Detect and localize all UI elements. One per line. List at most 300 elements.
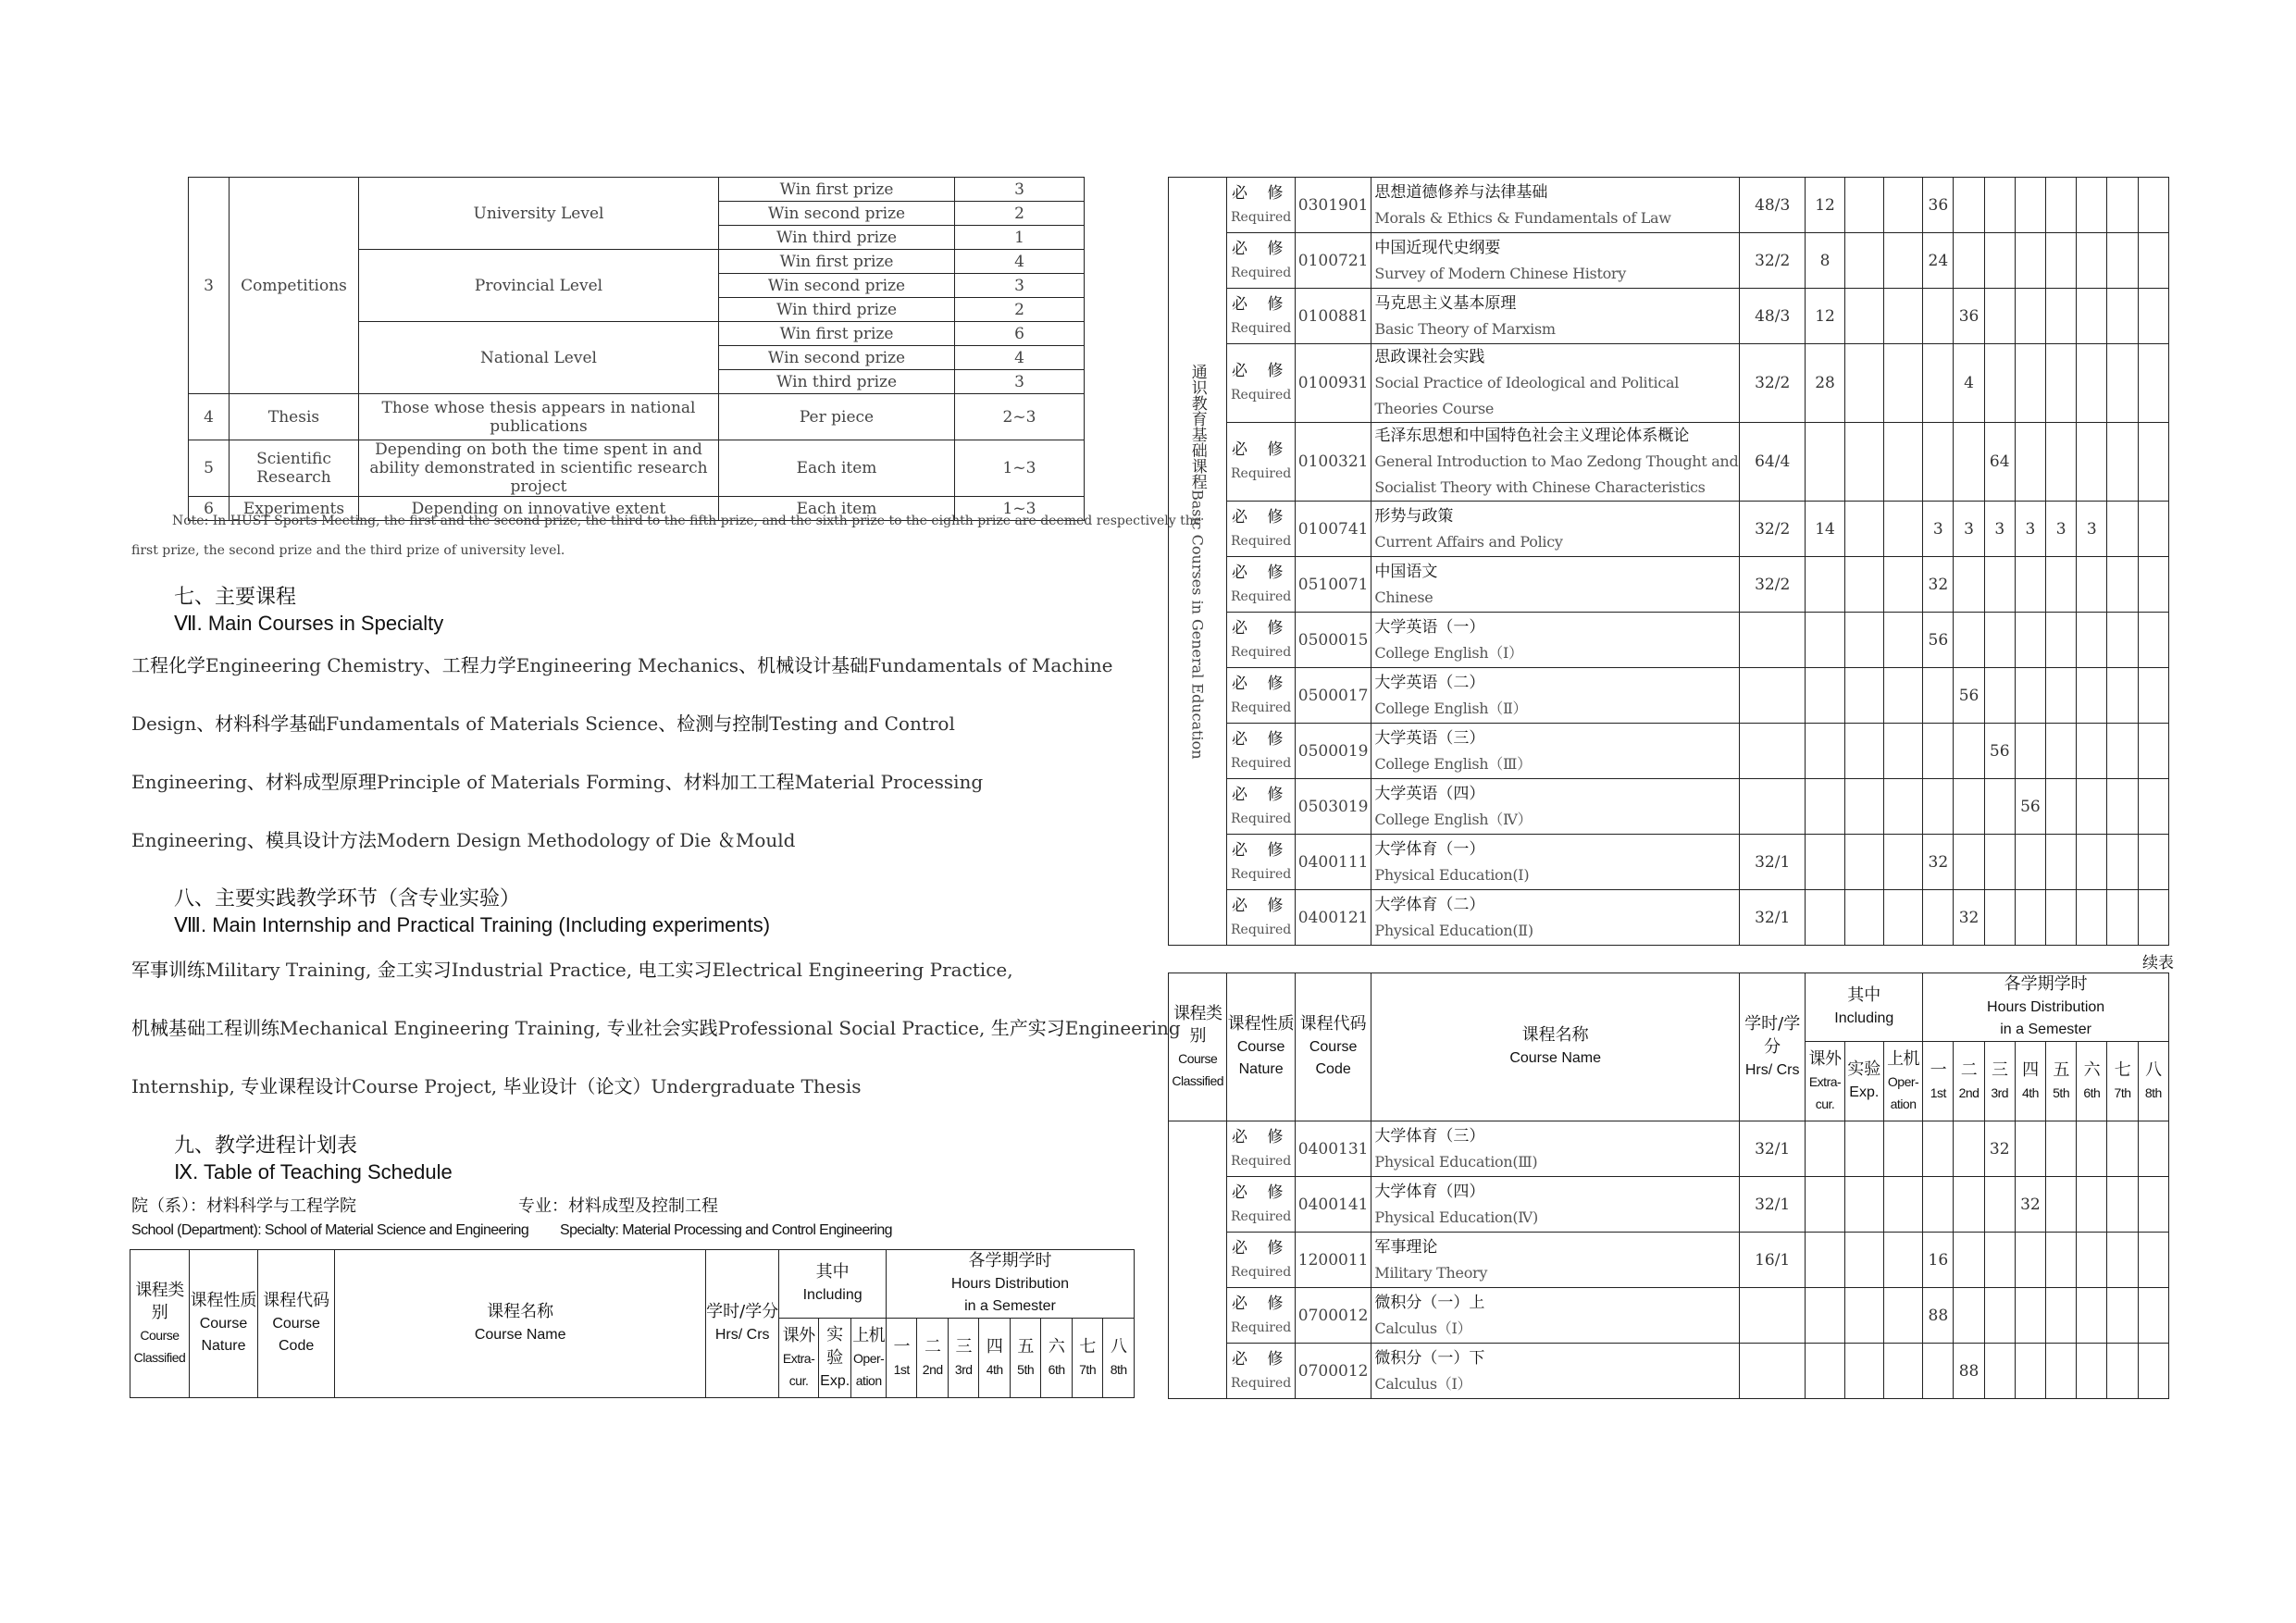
- course-code: 0700012: [1295, 1344, 1371, 1399]
- award-score: 2: [955, 298, 1085, 322]
- header-category: 课程类别 Course Classified: [1169, 973, 1227, 1121]
- course-oper: [1883, 1344, 1922, 1399]
- text-segment: Material Processing: [794, 771, 984, 793]
- paragraph-line: [131, 1015, 1181, 1073]
- course-semester-hours: [2138, 779, 2168, 835]
- course-semester-hours: [2077, 890, 2107, 946]
- course-oper: [1883, 835, 1922, 890]
- course-semester-hours: [2015, 344, 2045, 423]
- course-semester-hours: [2015, 423, 2045, 502]
- header-name: 课程名称 Course Name: [1371, 973, 1740, 1121]
- course-semester-hours: [2046, 178, 2077, 233]
- course-nature: 必 修 Required: [1227, 1177, 1295, 1233]
- text-segment: 生产实习: [990, 1017, 1065, 1039]
- award-unit: Per piece: [719, 394, 955, 440]
- text-segment: ＆: [716, 829, 736, 851]
- course-semester-hours: [2015, 1344, 2045, 1399]
- course-semester-hours: 4: [1954, 344, 1984, 423]
- course-exp: [1844, 1288, 1883, 1344]
- course-row: [1169, 1233, 2169, 1288]
- course-semester-hours: [1954, 724, 1984, 779]
- course-semester-hours: [1984, 1233, 2015, 1288]
- course-semester-hours: 3: [2046, 502, 2077, 557]
- course-semester-hours: [2138, 724, 2168, 779]
- header-semester: 五 5th: [2046, 1042, 2077, 1121]
- course-code: 0500015: [1295, 613, 1371, 668]
- course-semester-hours: [2077, 724, 2107, 779]
- course-semester-hours: [2138, 613, 2168, 668]
- course-nature: 必 修 Required: [1227, 779, 1295, 835]
- awards-note-line-1: Note: In HUST Sports Meeting, the first and the second prize, the third to the fifth prize, and the sixth prize to the eighth prize are deemed respectively the: [172, 514, 1202, 528]
- header-nature: 课程性质 Course Nature: [189, 1250, 257, 1398]
- header-semester: 八 8th: [1103, 1319, 1135, 1398]
- text-segment: 机械基础工程训练: [131, 1017, 279, 1039]
- header-semester: 七 7th: [1072, 1319, 1102, 1398]
- course-hours: [1739, 1288, 1805, 1344]
- course-name: 大学体育（三） Physical Education(Ⅲ): [1371, 1121, 1740, 1177]
- course-semester-hours: [1984, 613, 2015, 668]
- award-prize: Win first prize: [719, 250, 955, 274]
- award-no: 3: [189, 178, 230, 394]
- section-9-title-cn: 九、教学进程计划表: [174, 1134, 358, 1158]
- course-oper: [1883, 178, 1922, 233]
- text-segment: Engineering Chemistry: [205, 654, 424, 676]
- course-semester-hours: [1923, 423, 1954, 502]
- course-extra: [1806, 835, 1844, 890]
- text-segment: Modern Design Methodology of Die: [376, 829, 717, 851]
- award-score: 4: [955, 346, 1085, 370]
- award-no: 5: [189, 440, 230, 497]
- course-semester-hours: [2015, 613, 2045, 668]
- award-score: 1: [955, 226, 1085, 250]
- course-semester-hours: [2138, 1288, 2168, 1344]
- course-semester-hours: [2107, 613, 2138, 668]
- header-exp: 实验 Exp.: [818, 1319, 851, 1398]
- text-segment: 、材料加工工程: [664, 771, 795, 793]
- course-semester-hours: 32: [1923, 557, 1954, 613]
- course-name: 中国语文 Chinese: [1371, 557, 1740, 613]
- course-semester-hours: [2077, 344, 2107, 423]
- course-row: [1169, 344, 2169, 423]
- course-semester-hours: [1984, 779, 2015, 835]
- course-code: 0500017: [1295, 668, 1371, 724]
- course-oper: [1883, 423, 1922, 502]
- course-code: 0510071: [1295, 557, 1371, 613]
- course-semester-hours: [2046, 344, 2077, 423]
- course-name: 大学英语（三） College English（Ⅲ）: [1371, 724, 1740, 779]
- award-prize: Win first prize: [719, 178, 955, 202]
- text-segment: Mechanical Engineering Training,: [279, 1017, 607, 1039]
- award-prize: Win third prize: [719, 226, 955, 250]
- course-semester-hours: [2015, 557, 2045, 613]
- course-semester-hours: [2138, 178, 2168, 233]
- course-row: [1169, 557, 2169, 613]
- department-en: School (Department): School of Material Science and Engineering: [131, 1222, 529, 1238]
- course-semester-hours: [1984, 289, 2015, 344]
- award-score: 3: [955, 370, 1085, 394]
- course-semester-hours: [2107, 1344, 2138, 1399]
- specialty-cn: 专业：材料成型及控制工程: [518, 1196, 718, 1216]
- text-segment: Fundamentals of Materials Science: [326, 712, 659, 735]
- course-oper: [1883, 668, 1922, 724]
- course-semester-hours: 16: [1923, 1233, 1954, 1288]
- course-semester-hours: [1923, 668, 1954, 724]
- course-semester-hours: [2015, 835, 2045, 890]
- award-level: National Level: [359, 322, 719, 394]
- award-level: Provincial Level: [359, 250, 719, 322]
- awards-table: [188, 177, 1085, 521]
- course-semester-hours: [1954, 233, 1984, 289]
- award-prize: Win third prize: [719, 370, 955, 394]
- course-hours: [1739, 1344, 1805, 1399]
- course-semester-hours: 64: [1984, 423, 2015, 502]
- schedule-table-top: [1168, 177, 2169, 946]
- header-nature: 课程性质 Course Nature: [1227, 973, 1295, 1121]
- course-extra: [1806, 423, 1844, 502]
- course-semester-hours: [1984, 233, 2015, 289]
- awards-note-line-2: first prize, the second prize and the third prize of university level.: [131, 543, 565, 558]
- header-distribution: 各学期学时 Hours Distribution in a Semester: [1923, 973, 2169, 1042]
- course-exp: [1844, 835, 1883, 890]
- course-semester-hours: [2138, 233, 2168, 289]
- text-segment: 军事训练: [131, 959, 205, 981]
- course-extra: [1806, 668, 1844, 724]
- course-semester-hours: [1954, 178, 1984, 233]
- course-category: 通识教育基础课程Basic Courses in General Education: [1169, 178, 1227, 946]
- course-semester-hours: [2077, 1121, 2107, 1177]
- course-semester-hours: 36: [1923, 178, 1954, 233]
- course-semester-hours: 88: [1954, 1344, 1984, 1399]
- award-score: 1~3: [955, 497, 1085, 521]
- course-exp: [1844, 724, 1883, 779]
- course-semester-hours: [2077, 1344, 2107, 1399]
- text-segment: Mould: [735, 829, 796, 851]
- course-extra: [1806, 1177, 1844, 1233]
- course-semester-hours: [2077, 613, 2107, 668]
- course-semester-hours: [2107, 233, 2138, 289]
- course-semester-hours: [2107, 502, 2138, 557]
- course-semester-hours: [2138, 344, 2168, 423]
- section-8-title-cn: 八、主要实践教学环节（含专业实验）: [174, 887, 521, 911]
- course-exp: [1844, 1121, 1883, 1177]
- text-segment: Engineering: [1064, 1017, 1181, 1039]
- course-extra: 8: [1806, 233, 1844, 289]
- course-semester-hours: [1984, 890, 2015, 946]
- course-semester-hours: [2077, 178, 2107, 233]
- course-row: [1169, 178, 2169, 233]
- course-semester-hours: [2046, 423, 2077, 502]
- course-oper: [1883, 1233, 1922, 1288]
- course-semester-hours: [2138, 423, 2168, 502]
- text-segment: Engineering Mechanics: [515, 654, 739, 676]
- course-extra: [1806, 724, 1844, 779]
- section-7-course-list: [131, 652, 1113, 886]
- award-condition: Those whose thesis appears in national publications: [359, 394, 719, 440]
- text-segment: Course Project,: [352, 1075, 503, 1097]
- text-segment: 金工实习: [377, 959, 452, 981]
- course-semester-hours: [1923, 779, 1954, 835]
- course-semester-hours: [2138, 1121, 2168, 1177]
- course-name: 大学英语（一） College English（Ⅰ）: [1371, 613, 1740, 668]
- text-segment: Engineering: [131, 771, 247, 793]
- course-hours: [1739, 779, 1805, 835]
- course-exp: [1844, 423, 1883, 502]
- header-hrs: 学时/学分 Hrs/ Crs: [1739, 973, 1805, 1121]
- course-semester-hours: [1923, 1344, 1954, 1399]
- course-semester-hours: [2046, 233, 2077, 289]
- course-exp: [1844, 890, 1883, 946]
- course-name: 微积分（一）上 Calculus（Ⅰ）: [1371, 1288, 1740, 1344]
- course-semester-hours: [2046, 890, 2077, 946]
- course-exp: [1844, 289, 1883, 344]
- text-segment: 、检测与控制: [658, 712, 770, 735]
- header-semester: 七 7th: [2107, 1042, 2138, 1121]
- award-score: 6: [955, 322, 1085, 346]
- course-semester-hours: [2015, 668, 2045, 724]
- course-row: [1169, 233, 2169, 289]
- course-nature: 必 修 Required: [1227, 1121, 1295, 1177]
- header-oper: 上机 Oper-ation: [851, 1319, 887, 1398]
- course-semester-hours: [1984, 668, 2015, 724]
- course-semester-hours: [2046, 1288, 2077, 1344]
- course-extra: [1806, 613, 1844, 668]
- course-semester-hours: 24: [1923, 233, 1954, 289]
- course-semester-hours: 88: [1923, 1288, 1954, 1344]
- course-semester-hours: 36: [1954, 289, 1984, 344]
- award-unit: Each item: [719, 440, 955, 497]
- award-score: 4: [955, 250, 1085, 274]
- course-name: 大学体育（一） Physical Education(Ⅰ): [1371, 835, 1740, 890]
- course-semester-hours: [2107, 779, 2138, 835]
- course-row: [1169, 289, 2169, 344]
- course-extra: 14: [1806, 502, 1844, 557]
- paragraph-line: [131, 769, 1113, 827]
- course-semester-hours: [2077, 1177, 2107, 1233]
- course-semester-hours: [1954, 557, 1984, 613]
- course-semester-hours: [2015, 724, 2045, 779]
- course-oper: [1883, 1288, 1922, 1344]
- header-semester: 三 3rd: [1984, 1042, 2015, 1121]
- course-name: 大学英语（二） College English（Ⅱ）: [1371, 668, 1740, 724]
- award-score: 2: [955, 202, 1085, 226]
- course-semester-hours: [2107, 289, 2138, 344]
- course-semester-hours: [2138, 668, 2168, 724]
- course-exp: [1844, 178, 1883, 233]
- course-semester-hours: [2015, 890, 2045, 946]
- course-semester-hours: [1984, 344, 2015, 423]
- course-semester-hours: [2077, 557, 2107, 613]
- course-name: 毛泽东思想和中国特色社会主义理论体系概论 General Introduction to Mao Zedong Thought and Socialist Theory with Chinese Characteristics: [1371, 423, 1740, 502]
- course-semester-hours: [2077, 1233, 2107, 1288]
- section-7-title-cn: 七、主要课程: [174, 586, 297, 609]
- section-9-title-en: Ⅸ. Table of Teaching Schedule: [174, 1160, 453, 1183]
- course-hours: 32/2: [1739, 344, 1805, 423]
- course-oper: [1883, 1121, 1922, 1177]
- course-code: 0100741: [1295, 502, 1371, 557]
- course-semester-hours: [2107, 344, 2138, 423]
- paragraph-line: [131, 711, 1113, 769]
- course-semester-hours: [2107, 1121, 2138, 1177]
- course-semester-hours: 32: [2015, 1177, 2045, 1233]
- award-item: Competitions: [230, 178, 359, 394]
- course-semester-hours: [1984, 178, 2015, 233]
- course-extra: 12: [1806, 178, 1844, 233]
- course-nature: 必 修 Required: [1227, 613, 1295, 668]
- course-exp: [1844, 779, 1883, 835]
- text-segment: Principle of Materials Forming: [376, 771, 665, 793]
- course-nature: 必 修 Required: [1227, 423, 1295, 502]
- course-hours: 32/2: [1739, 502, 1805, 557]
- course-oper: [1883, 502, 1922, 557]
- course-semester-hours: [2046, 1233, 2077, 1288]
- course-row: [1169, 1288, 2169, 1344]
- course-semester-hours: [2015, 1121, 2045, 1177]
- text-segment: Military Training,: [205, 959, 378, 981]
- course-name: 大学英语（四） College English（Ⅳ）: [1371, 779, 1740, 835]
- text-segment: 、模具设计方法: [246, 829, 377, 851]
- schedule-table-bottom: [1168, 973, 2169, 1399]
- award-item: Thesis: [230, 394, 359, 440]
- course-semester-hours: [2046, 779, 2077, 835]
- course-semester-hours: [1954, 1177, 1984, 1233]
- header-semester: 一 1st: [1923, 1042, 1954, 1121]
- header-semester: 四 4th: [2015, 1042, 2045, 1121]
- course-semester-hours: [2015, 1288, 2045, 1344]
- text-segment: Undergraduate Thesis: [651, 1075, 862, 1097]
- course-semester-hours: [2077, 835, 2107, 890]
- header-extra: 课外 Extra-cur.: [1806, 1042, 1844, 1121]
- header-oper: 上机 Oper-ation: [1883, 1042, 1922, 1121]
- course-code: 0400141: [1295, 1177, 1371, 1233]
- award-prize: Win second prize: [719, 274, 955, 298]
- course-semester-hours: [2107, 724, 2138, 779]
- header-name: 课程名称 Course Name: [335, 1250, 706, 1398]
- course-exp: [1844, 1177, 1883, 1233]
- course-semester-hours: [1923, 1177, 1954, 1233]
- header-semester: 六 6th: [2077, 1042, 2107, 1121]
- header-code: 课程代码 Course Code: [1295, 973, 1371, 1121]
- course-code: 0500019: [1295, 724, 1371, 779]
- text-segment: Electrical Engineering Practice,: [712, 959, 1013, 981]
- course-semester-hours: 56: [1923, 613, 1954, 668]
- course-oper: [1883, 724, 1922, 779]
- course-semester-hours: [2107, 1177, 2138, 1233]
- course-semester-hours: [2046, 289, 2077, 344]
- course-semester-hours: 3: [2077, 502, 2107, 557]
- course-oper: [1883, 233, 1922, 289]
- course-semester-hours: 56: [1984, 724, 2015, 779]
- header-semester: 二 2nd: [917, 1319, 948, 1398]
- course-extra: [1806, 557, 1844, 613]
- course-name: 思想道德修养与法律基础 Morals & Ethics & Fundamentals of Law: [1371, 178, 1740, 233]
- course-extra: [1806, 1288, 1844, 1344]
- award-item: Experiments: [230, 497, 359, 521]
- course-row: [1169, 668, 2169, 724]
- course-semester-hours: [1954, 613, 1984, 668]
- header-semester: 三 3rd: [948, 1319, 978, 1398]
- paragraph-line: [131, 957, 1181, 1015]
- award-condition: Depending on innovative extent: [359, 497, 719, 521]
- header-code: 课程代码 Course Code: [258, 1250, 335, 1398]
- text-segment: Industrial Practice,: [451, 959, 639, 981]
- course-semester-hours: 32: [1923, 835, 1954, 890]
- course-code: 0100881: [1295, 289, 1371, 344]
- course-semester-hours: [1923, 344, 1954, 423]
- course-name: 马克思主义基本原理 Basic Theory of Marxism: [1371, 289, 1740, 344]
- course-semester-hours: 3: [1954, 502, 1984, 557]
- course-exp: [1844, 668, 1883, 724]
- course-semester-hours: 3: [2015, 502, 2045, 557]
- award-score: 2~3: [955, 394, 1085, 440]
- course-semester-hours: [2046, 1177, 2077, 1233]
- award-prize: Win second prize: [719, 202, 955, 226]
- course-hours: 48/3: [1739, 289, 1805, 344]
- course-oper: [1883, 779, 1922, 835]
- course-name: 中国近现代史纲要 Survey of Modern Chinese History: [1371, 233, 1740, 289]
- section-8-practice-list: [131, 957, 1181, 1132]
- text-segment: Engineering: [131, 829, 247, 851]
- course-nature: 必 修 Required: [1227, 890, 1295, 946]
- course-extra: [1806, 1233, 1844, 1288]
- header-semester: 二 2nd: [1954, 1042, 1984, 1121]
- header-distribution: 各学期学时 Hours Distribution in a Semester: [886, 1250, 1134, 1319]
- text-segment: 、材料成型原理: [246, 771, 377, 793]
- header-semester: 五 5th: [1010, 1319, 1040, 1398]
- course-code: 0503019: [1295, 779, 1371, 835]
- course-name: 大学体育（二） Physical Education(Ⅱ): [1371, 890, 1740, 946]
- course-name: 大学体育（四） Physical Education(Ⅳ): [1371, 1177, 1740, 1233]
- text-segment: 、工程力学: [423, 654, 516, 676]
- course-semester-hours: [2138, 1177, 2168, 1233]
- course-extra: [1806, 779, 1844, 835]
- award-prize: Win first prize: [719, 322, 955, 346]
- course-semester-hours: [1954, 1121, 1984, 1177]
- text-segment: Fundamentals of Machine: [868, 654, 1113, 676]
- continued-label: 续表: [2142, 954, 2174, 973]
- course-name: 形势与政策 Current Affairs and Policy: [1371, 502, 1740, 557]
- course-semester-hours: [2046, 613, 2077, 668]
- course-semester-hours: [1954, 423, 1984, 502]
- course-hours: 32/1: [1739, 1121, 1805, 1177]
- course-semester-hours: [2107, 423, 2138, 502]
- course-semester-hours: [2015, 1233, 2045, 1288]
- course-semester-hours: 32: [1954, 890, 1984, 946]
- course-hours: [1739, 613, 1805, 668]
- course-semester-hours: [2015, 289, 2045, 344]
- course-semester-hours: 3: [1984, 502, 2015, 557]
- course-hours: 64/4: [1739, 423, 1805, 502]
- course-category: [1169, 1121, 1227, 1399]
- course-semester-hours: [2046, 835, 2077, 890]
- course-semester-hours: [2138, 890, 2168, 946]
- header-category: 课程类别 Course Classified: [130, 1250, 190, 1398]
- course-semester-hours: [1984, 1344, 2015, 1399]
- course-name: 军事理论 Military Theory: [1371, 1233, 1740, 1288]
- course-exp: [1844, 1344, 1883, 1399]
- course-row: [1169, 724, 2169, 779]
- course-exp: [1844, 613, 1883, 668]
- course-semester-hours: [2077, 423, 2107, 502]
- text-segment: Professional Social Practice,: [717, 1017, 991, 1039]
- course-semester-hours: [1954, 779, 1984, 835]
- course-semester-hours: [2107, 835, 2138, 890]
- course-semester-hours: [2077, 1288, 2107, 1344]
- course-semester-hours: [2046, 557, 2077, 613]
- header-semester: 六 6th: [1041, 1319, 1072, 1398]
- course-code: 0100721: [1295, 233, 1371, 289]
- course-oper: [1883, 1177, 1922, 1233]
- course-nature: 必 修 Required: [1227, 178, 1295, 233]
